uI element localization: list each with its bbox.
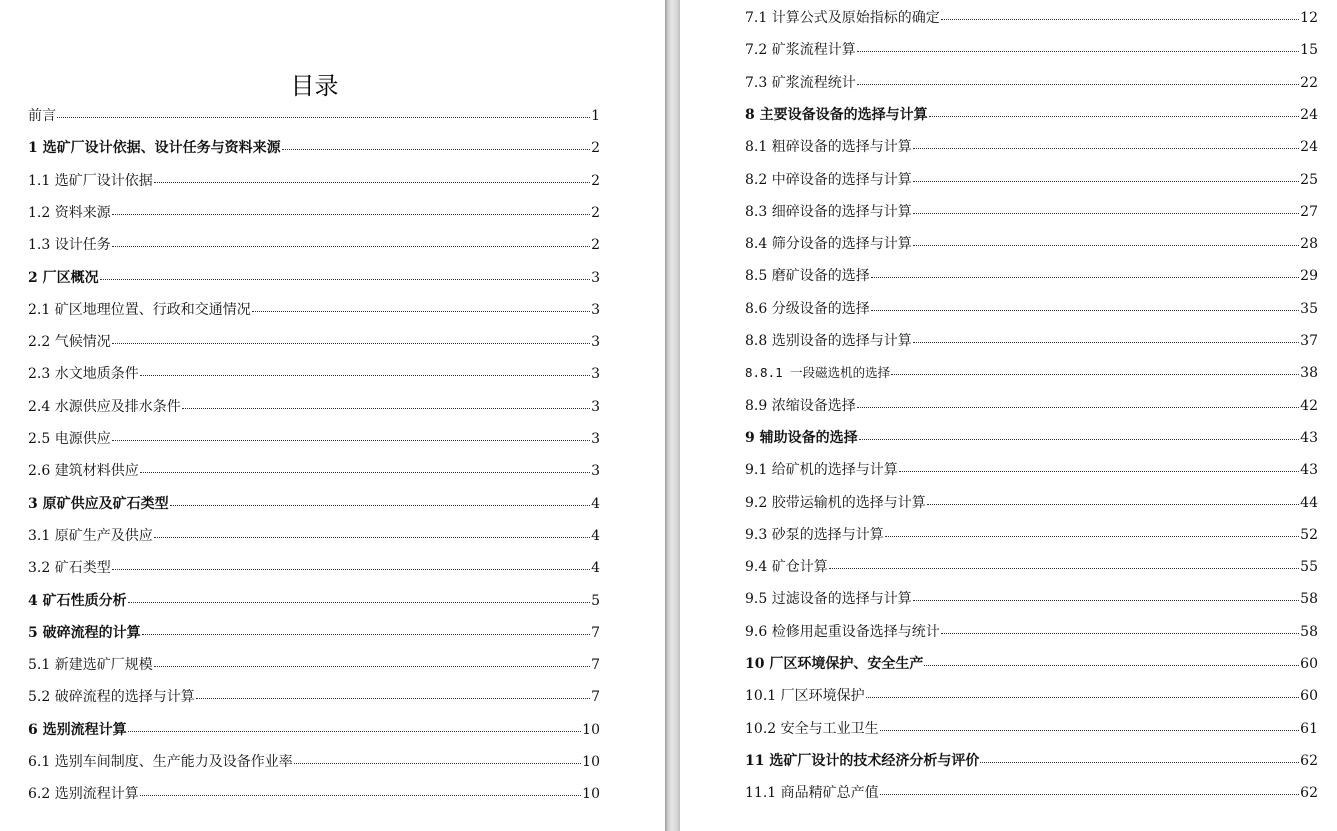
toc-dot-leader	[128, 602, 590, 603]
toc-page-number: 24	[1300, 106, 1318, 123]
toc-entry-text: 11 选矿厂设计的技术经济分析与评价	[745, 752, 980, 769]
toc-dot-leader	[929, 116, 1300, 117]
toc-page-number: 3	[591, 366, 600, 383]
toc-dot-leader	[899, 471, 1299, 472]
toc-page-number: 10	[582, 786, 600, 803]
toc-page-number: 2	[591, 237, 600, 254]
toc-page-number: 22	[1300, 74, 1318, 91]
toc-entry[interactable]	[28, 557, 600, 579]
toc-entry-text: 10.2 安全与工业卫生	[745, 720, 879, 737]
toc-dot-leader	[112, 246, 590, 247]
toc-entry-text: 9.2 胶带运输机的选择与计算	[745, 494, 926, 511]
toc-dot-leader	[252, 311, 590, 312]
toc-entry[interactable]	[745, 718, 1318, 740]
toc-entry-text: 4 矿石性质分析	[28, 592, 127, 609]
toc-dot-leader	[140, 795, 581, 796]
toc-page-number: 5	[591, 592, 600, 609]
toc-entry[interactable]	[745, 459, 1318, 481]
toc-dot-leader	[154, 666, 590, 667]
toc-entry-text: 8.1 粗碎设备的选择与计算	[745, 139, 912, 156]
toc-entry-text: 2 厂区概况	[28, 269, 99, 286]
toc-entry-text: 10.1 厂区环境保护	[745, 688, 865, 705]
toc-dot-leader	[112, 214, 590, 215]
toc-entry-text: 5 破碎流程的计算	[28, 624, 141, 641]
toc-entry[interactable]	[745, 782, 1318, 804]
toc-page-number: 29	[1300, 268, 1318, 285]
toc-dot-leader	[941, 19, 1299, 20]
toc-dot-leader	[927, 504, 1299, 505]
toc-page-number: 3	[591, 334, 600, 351]
toc-entry-text: 2.2 气候情况	[28, 334, 111, 351]
toc-page-number: 3	[591, 269, 600, 286]
toc-page-number: 58	[1300, 591, 1318, 608]
toc-dot-leader	[913, 600, 1299, 601]
toc-page-number: 58	[1300, 623, 1318, 640]
toc-dot-leader	[913, 213, 1299, 214]
toc-page-number: 3	[591, 431, 600, 447]
toc-page-number: 12	[1300, 10, 1318, 26]
toc-entry[interactable]	[745, 395, 1318, 417]
toc-entry[interactable]	[745, 588, 1318, 610]
toc-page-number: 4	[591, 495, 600, 512]
toc-page-number: 2	[591, 172, 600, 189]
toc-entry-text: 5.1 新建选矿厂规模	[28, 657, 153, 674]
toc-entry[interactable]	[745, 556, 1318, 578]
toc-entry[interactable]	[28, 654, 600, 676]
toc-dot-leader	[857, 407, 1299, 408]
toc-dot-leader	[857, 84, 1299, 85]
toc-entry[interactable]	[745, 330, 1318, 352]
toc-dot-leader	[859, 439, 1300, 440]
toc-entry-text: 6.2 选别流程计算	[28, 786, 139, 803]
toc-dot-leader	[866, 697, 1300, 698]
toc-page-number: 38	[1300, 365, 1318, 382]
toc-page-number: 1	[591, 108, 600, 124]
toc-entry[interactable]	[745, 653, 1318, 675]
toc-page-number: 2	[591, 140, 600, 157]
toc-entry[interactable]	[28, 751, 600, 773]
toc-page-number: 15	[1300, 42, 1318, 59]
toc-dot-leader	[142, 634, 590, 635]
toc-entry-text: 3.2 矿石类型	[28, 560, 111, 577]
toc-dot-leader	[140, 472, 590, 473]
toc-dot-leader	[980, 762, 1299, 763]
toc-entry-text: 2.3 水文地质条件	[28, 366, 139, 383]
toc-entry[interactable]	[28, 331, 600, 353]
toc-page-number: 10	[582, 754, 600, 770]
toc-dot-leader	[941, 633, 1299, 634]
toc-entry-text: 9.4 矿仓计算	[745, 559, 828, 576]
toc-dot-leader	[182, 408, 590, 409]
toc-entry-text: 1 选矿厂设计依据、设计任务与资料来源	[28, 140, 281, 157]
toc-dot-leader	[857, 51, 1299, 52]
toc-entry-text: 1.3 设计任务	[28, 237, 111, 254]
toc-page-number: 3	[591, 301, 600, 318]
toc-entry[interactable]	[28, 493, 600, 515]
toc-page-number: 62	[1300, 785, 1318, 802]
toc-list-right	[680, 0, 1337, 831]
toc-entry-text: 8.9 浓缩设备选择	[745, 397, 856, 414]
toc-page-number: 60	[1300, 688, 1318, 705]
toc-entry-text: 7.2 矿浆流程计算	[745, 42, 856, 59]
toc-dot-leader	[282, 149, 590, 150]
toc-dot-leader	[913, 342, 1299, 343]
toc-entry[interactable]	[28, 525, 600, 547]
toc-dot-leader	[196, 698, 590, 699]
toc-entry-text: 8.2 中碎设备的选择与计算	[745, 171, 912, 188]
toc-entry-text: 1.2 资料来源	[28, 204, 111, 221]
toc-entry[interactable]	[28, 105, 600, 127]
toc-page-number: 3	[591, 398, 600, 415]
toc-dot-leader	[871, 277, 1299, 278]
toc-dot-leader	[57, 117, 590, 118]
toc-entry[interactable]	[28, 428, 600, 450]
toc-entry-text: 3 原矿供应及矿石类型	[28, 495, 169, 512]
toc-entry-text: 2.6 建筑材料供应	[28, 463, 139, 480]
toc-entry[interactable]	[28, 234, 600, 256]
toc-dot-leader	[880, 730, 1300, 731]
toc-dot-leader	[913, 181, 1299, 182]
toc-entry[interactable]	[745, 492, 1318, 514]
toc-entry-text: 8.4 筛分设备的选择与计算	[745, 236, 912, 253]
toc-page-number: 27	[1300, 203, 1318, 220]
toc-dot-leader	[924, 665, 1299, 666]
toc-dot-leader	[829, 568, 1299, 569]
toc-page-number: 62	[1300, 752, 1318, 769]
toc-entry[interactable]	[28, 460, 600, 482]
toc-dot-leader	[913, 148, 1299, 149]
toc-page-number: 3	[591, 463, 600, 480]
toc-dot-leader	[891, 374, 1299, 375]
toc-entry[interactable]	[28, 396, 600, 418]
toc-entry-text: 6 选别流程计算	[28, 721, 127, 738]
toc-dot-leader	[112, 440, 590, 441]
toc-entry-text: 1.1 选矿厂设计依据	[28, 172, 153, 189]
toc-dot-leader	[154, 182, 590, 183]
toc-dot-leader	[140, 375, 590, 376]
toc-dot-leader	[170, 505, 590, 506]
toc-entry-text: 8.3 细碎设备的选择与计算	[745, 203, 912, 220]
toc-page-number: 35	[1300, 300, 1318, 317]
toc-entry-text: 9.6 检修用起重设备选择与统计	[745, 623, 940, 640]
toc-entry[interactable]	[745, 104, 1318, 126]
toc-entry-text: 9.3 砂泵的选择与计算	[745, 526, 884, 543]
toc-entry[interactable]	[745, 7, 1318, 29]
toc-entry[interactable]	[28, 202, 600, 224]
toc-entry-text: 10 厂区环境保护、安全生产	[745, 656, 924, 672]
toc-page-number: 4	[591, 560, 600, 577]
toc-entry-text: 9 辅助设备的选择	[745, 429, 858, 446]
toc-title: 目录	[290, 72, 339, 100]
toc-entry[interactable]	[745, 201, 1318, 223]
toc-list-left	[0, 0, 665, 831]
toc-entry[interactable]	[745, 685, 1318, 707]
toc-entry[interactable]	[745, 169, 1318, 191]
toc-entry[interactable]	[28, 590, 600, 612]
toc-entry-text: 2.1 矿区地理位置、行政和交通情况	[28, 301, 251, 318]
toc-entry[interactable]	[745, 72, 1318, 94]
toc-page-number: 44	[1300, 494, 1318, 511]
toc-dot-leader	[880, 794, 1300, 795]
toc-entry-text: 8.5 磨矿设备的选择	[745, 268, 870, 285]
toc-dot-leader	[112, 569, 590, 570]
toc-entry-text: 8.8.1 一段磁选机的选择	[745, 365, 891, 381]
toc-entry[interactable]	[745, 298, 1318, 320]
toc-entry[interactable]	[28, 622, 600, 644]
toc-entry[interactable]	[28, 363, 600, 385]
toc-dot-leader	[128, 731, 582, 732]
toc-entry[interactable]	[28, 137, 600, 159]
toc-entry[interactable]	[28, 170, 600, 192]
document-page-left	[0, 0, 665, 831]
toc-entry[interactable]	[28, 267, 600, 289]
toc-entry[interactable]	[28, 299, 600, 321]
toc-entry-text: 2.4 水源供应及排水条件	[28, 398, 181, 415]
toc-page-number: 28	[1300, 236, 1318, 253]
toc-entry-text: 3.1 原矿生产及供应	[28, 527, 153, 544]
toc-dot-leader	[885, 536, 1299, 537]
toc-entry-text: 前言	[28, 108, 56, 124]
toc-entry-text: 8.8 选别设备的选择与计算	[745, 333, 912, 349]
toc-dot-leader	[154, 537, 590, 538]
toc-entry[interactable]	[745, 621, 1318, 643]
toc-page-number: 25	[1300, 171, 1318, 188]
toc-page-number: 24	[1300, 139, 1318, 156]
toc-page-number: 42	[1300, 397, 1318, 414]
toc-entry-text: 2.5 电源供应	[28, 431, 111, 447]
toc-entry[interactable]	[745, 427, 1318, 449]
document-page-right	[680, 0, 1337, 831]
toc-entry-text: 6.1 选别车间制度、生产能力及设备作业率	[28, 754, 293, 770]
toc-entry[interactable]	[745, 136, 1318, 158]
toc-page-number: 43	[1300, 429, 1318, 446]
toc-entry[interactable]	[745, 750, 1318, 772]
toc-page-number: 4	[591, 527, 600, 544]
toc-entry[interactable]	[745, 362, 1318, 384]
toc-page-number: 10	[582, 721, 600, 738]
toc-entry[interactable]	[745, 39, 1318, 61]
toc-page-number: 2	[591, 204, 600, 221]
toc-entry[interactable]	[28, 686, 600, 708]
toc-entry-text: 9.1 给矿机的选择与计算	[745, 462, 898, 479]
toc-dot-leader	[294, 763, 581, 764]
page-divider	[665, 0, 680, 831]
toc-page-number: 60	[1300, 656, 1318, 672]
toc-page-number: 55	[1300, 559, 1318, 576]
toc-entry-text: 9.5 过滤设备的选择与计算	[745, 591, 912, 608]
toc-page-number: 61	[1300, 720, 1318, 737]
toc-entry-text: 11.1 商品精矿总产值	[745, 785, 879, 802]
toc-entry[interactable]	[28, 783, 600, 805]
toc-entry[interactable]	[745, 265, 1318, 287]
toc-page-number: 43	[1300, 462, 1318, 479]
toc-page-number: 7	[591, 624, 600, 641]
toc-dot-leader	[871, 310, 1299, 311]
toc-entry[interactable]	[28, 719, 600, 741]
toc-page-number: 7	[591, 657, 600, 674]
toc-page-number: 7	[591, 689, 600, 706]
toc-entry-text: 8.6 分级设备的选择	[745, 300, 870, 317]
toc-entry-text: 5.2 破碎流程的选择与计算	[28, 689, 195, 706]
toc-dot-leader	[913, 245, 1299, 246]
toc-entry[interactable]	[745, 233, 1318, 255]
toc-entry-text: 7.3 矿浆流程统计	[745, 74, 856, 91]
toc-page-number: 37	[1300, 333, 1318, 349]
toc-page-number: 52	[1300, 526, 1318, 543]
toc-dot-leader	[112, 343, 590, 344]
toc-dot-leader	[100, 279, 590, 280]
toc-entry[interactable]	[745, 524, 1318, 546]
toc-entry-text: 8 主要设备设备的选择与计算	[745, 106, 928, 123]
toc-entry-text: 7.1 计算公式及原始指标的确定	[745, 10, 940, 26]
